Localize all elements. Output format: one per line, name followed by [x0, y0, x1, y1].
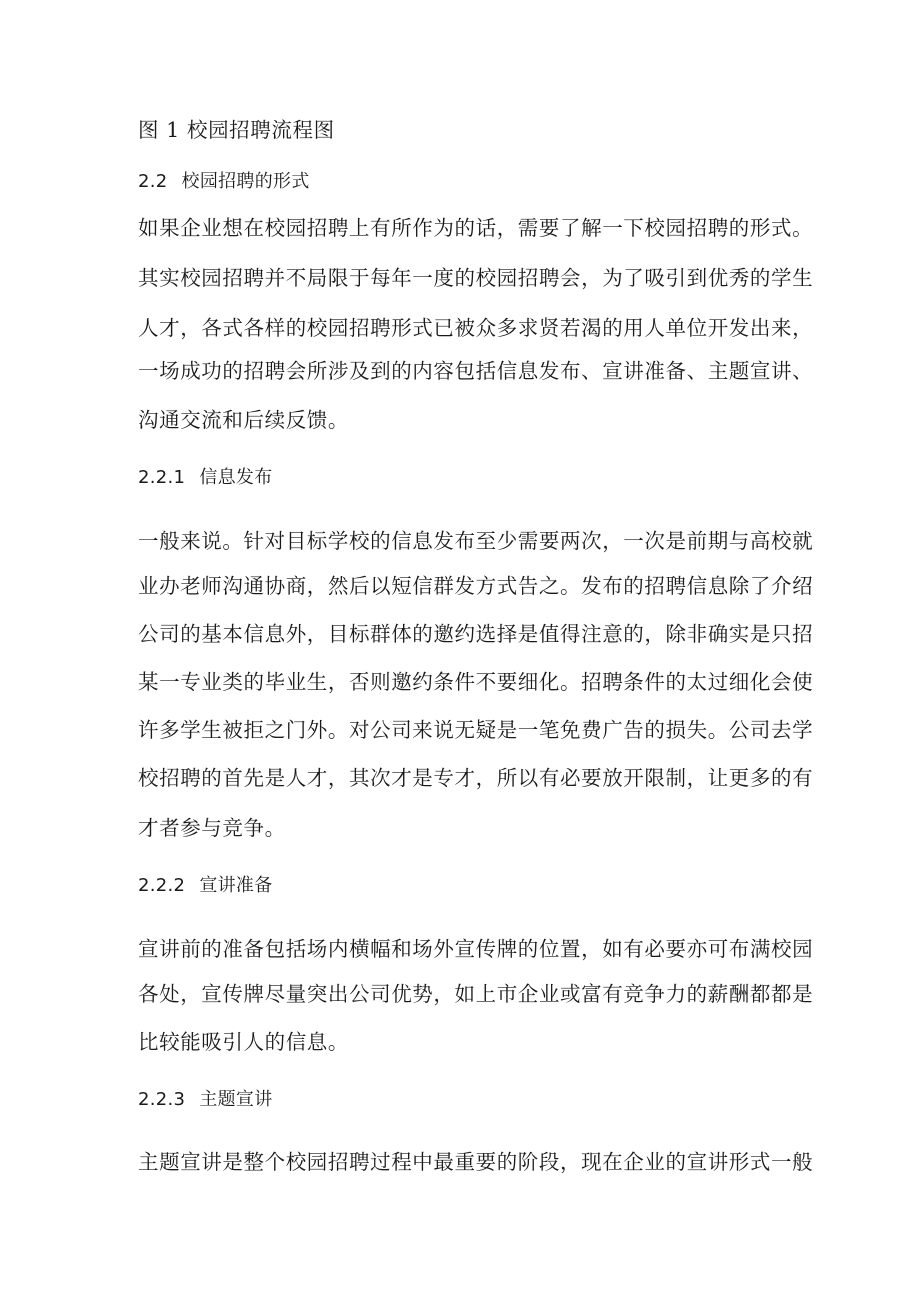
paragraph-line: 如果企业想在校园招聘上有所作为的话，需要了解一下校园招聘的形式。 [138, 216, 814, 240]
section-heading-2-2 [138, 168, 310, 196]
section-heading-2-2-2 [138, 872, 273, 900]
paragraph-line: 公司的基本信息外，目标群体的邀约选择是值得注意的，除非确实是只招 [138, 622, 814, 646]
section-title: 宣讲准备 [199, 875, 273, 896]
figure-caption: 图 1 校园招聘流程图 [138, 118, 335, 142]
section-heading-2-2-1 [138, 464, 273, 492]
section-title: 校园招聘的形式 [181, 171, 310, 192]
section-number: 2.2.1 [138, 467, 186, 488]
section-title: 主题宣讲 [199, 1089, 273, 1110]
section-title: 信息发布 [199, 467, 273, 488]
paragraph-line: 业办老师沟通协商，然后以短信群发方式告之。发布的招聘信息除了介绍 [138, 574, 814, 598]
section-heading-2-2-3 [138, 1086, 273, 1114]
paragraph-line: 沟通交流和后续反馈。 [138, 408, 349, 432]
paragraph-line: 某一专业类的毕业生，否则邀约条件不要细化。招聘条件的太过细化会使 [138, 670, 814, 694]
paragraph-line: 各处，宣传牌尽量突出公司优势，如上市企业或富有竞争力的薪酬都都是 [138, 982, 814, 1006]
paragraph-line: 比较能吸引人的信息。 [138, 1030, 349, 1054]
paragraph-line: 许多学生被拒之门外。对公司来说无疑是一笔免费广告的损失。公司去学 [138, 718, 814, 742]
paragraph-line: 才者参与竞争。 [138, 816, 286, 840]
paragraph-line: 校招聘的首先是人才，其次才是专才，所以有必要放开限制，让更多的有 [138, 766, 814, 790]
paragraph-line: 一场成功的招聘会所涉及到的内容包括信息发布、宣讲准备、主题宣讲、 [138, 359, 814, 383]
paragraph-line: 一般来说。针对目标学校的信息发布至少需要两次，一次是前期与高校就 [138, 529, 814, 553]
paragraph-line: 人才，各式各样的校园招聘形式已被众多求贤若渴的用人单位开发出来， [138, 316, 814, 340]
section-number: 2.2 [138, 171, 168, 192]
section-number: 2.2.3 [138, 1089, 186, 1110]
section-number: 2.2.2 [138, 875, 186, 896]
paragraph-line: 其实校园招聘并不局限于每年一度的校园招聘会，为了吸引到优秀的学生 [138, 266, 814, 290]
paragraph-line: 主题宣讲是整个校园招聘过程中最重要的阶段，现在企业的宣讲形式一般 [138, 1150, 814, 1174]
paragraph-line: 宣讲前的准备包括场内横幅和场外宣传牌的位置，如有必要亦可布满校园 [138, 937, 814, 961]
